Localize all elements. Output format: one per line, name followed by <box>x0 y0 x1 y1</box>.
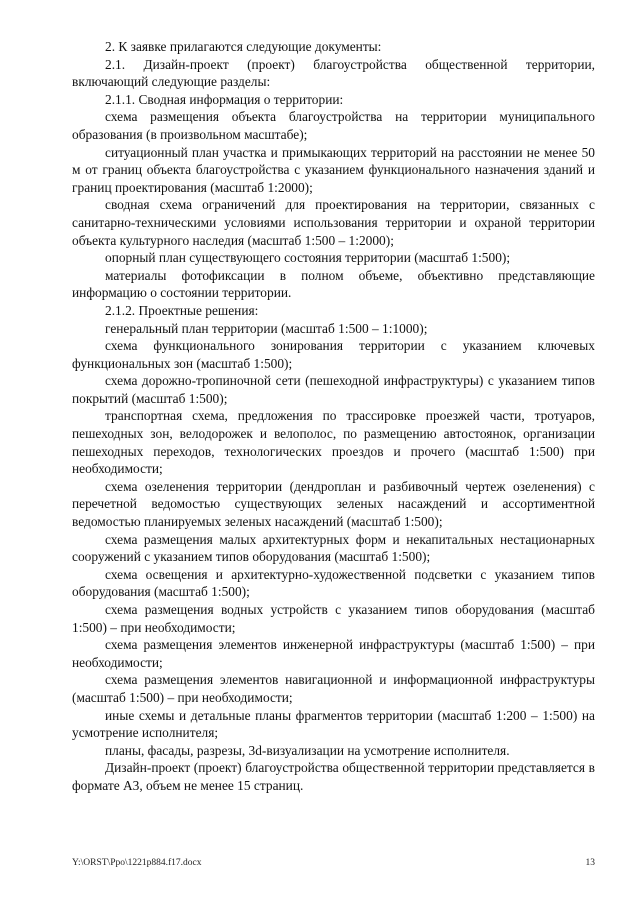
paragraph-19: схема размещения элементов навигационной и информационной инфраструктуры (масштаб 1:500) – при необходимости; <box>72 672 595 705</box>
footer-file-path: Y:\ORST\Ppo\1221p884.f17.docx <box>72 858 202 868</box>
paragraph-16: схема освещения и архитектурно-художественной подсветки с указанием типов оборудования (масштаб 1:500); <box>72 566 595 600</box>
paragraph-5: ситуационный план участка и примыкающих территорий на расстоянии не менее 50 м от границ объекта благоустройства с указанием функционального назначения зданий и границ проектирования (масштаб 1:2000); <box>72 144 595 195</box>
paragraph-7: опорный план существующего состояния территории (масштаб 1:500); <box>105 250 511 266</box>
paragraph-4: схема размещения объекта благоустройства на территории муниципального образования (в произвольном масштабе); <box>72 109 595 142</box>
paragraph-11: схема функционального зонирования территории с указанием ключевых функциональных зон (масштаб 1:500); <box>72 338 595 371</box>
paragraph-1: 2. К заявке прилагаются следующие документы: <box>105 39 382 54</box>
paragraph-18: схема размещения элементов инженерной инфраструктуры (масштаб 1:500) – при необходимости; <box>72 637 595 670</box>
document-body <box>72 38 595 795</box>
paragraph-15: схема размещения малых архитектурных форм и некапитальных нестационарных сооружений с указанием типов оборудования (масштаб 1:500); <box>72 531 595 565</box>
paragraph-14: схема озеленения территории (дендроплан и разбивочный чертеж озеленения) с перечетной ведомостью существующих зеленых насаждений и ассортиментной ведомостью планируемых зеленых насаждений (масштаб 1:500); <box>72 478 595 530</box>
paragraph-8: материалы фотофиксации в полном объеме, объективно представляющие информацию о состоянии территории. <box>72 267 595 301</box>
paragraph-17: схема размещения водных устройств с указанием типов оборудования (масштаб 1:500) – при необходимости; <box>72 602 595 635</box>
paragraph-2: 2.1. Дизайн-проект (проект) благоустройства общественной территории, включающий следующие разделы: <box>72 56 595 90</box>
paragraph-20: иные схемы и детальные планы фрагментов территории (масштаб 1:200 – 1:500) на усмотрение исполнителя; <box>72 707 595 741</box>
paragraph-13: транспортная схема, предложения по трассировке проезжей части, тротуаров, пешеходных зон, велодорожек и велополос, по размещению автостоянок, организации пешеходных переходов, технологических проездов и прочего (масштаб 1:500) при необходимости; <box>72 408 595 477</box>
paragraph-9: 2.1.2. Проектные решения: <box>105 302 259 318</box>
paragraph-22: Дизайн-проект (проект) благоустройства общественной территории представляется в формате А3, объем не менее 15 страниц. <box>72 760 595 793</box>
paragraph-21: планы, фасады, разрезы, 3d-визуализации на усмотрение исполнителя. <box>105 742 510 758</box>
footer-page-number: 13 <box>585 858 595 868</box>
paragraph-3: 2.1.1. Сводная информация о территории: <box>105 91 344 107</box>
paragraph-12: схема дорожно-тропиночной сети (пешеходной инфраструктуры) с указанием типов покрытий (масштаб 1:500); <box>72 373 595 406</box>
paragraph-6: сводная схема ограничений для проектирования на территории, связанных с санитарно-техническими условиями использования территории и охраной территории объекта культурного наследия (масштаб 1:500 – 1:2000); <box>72 197 595 248</box>
paragraph-10: генеральный план территории (масштаб 1:500 – 1:1000); <box>105 320 428 336</box>
